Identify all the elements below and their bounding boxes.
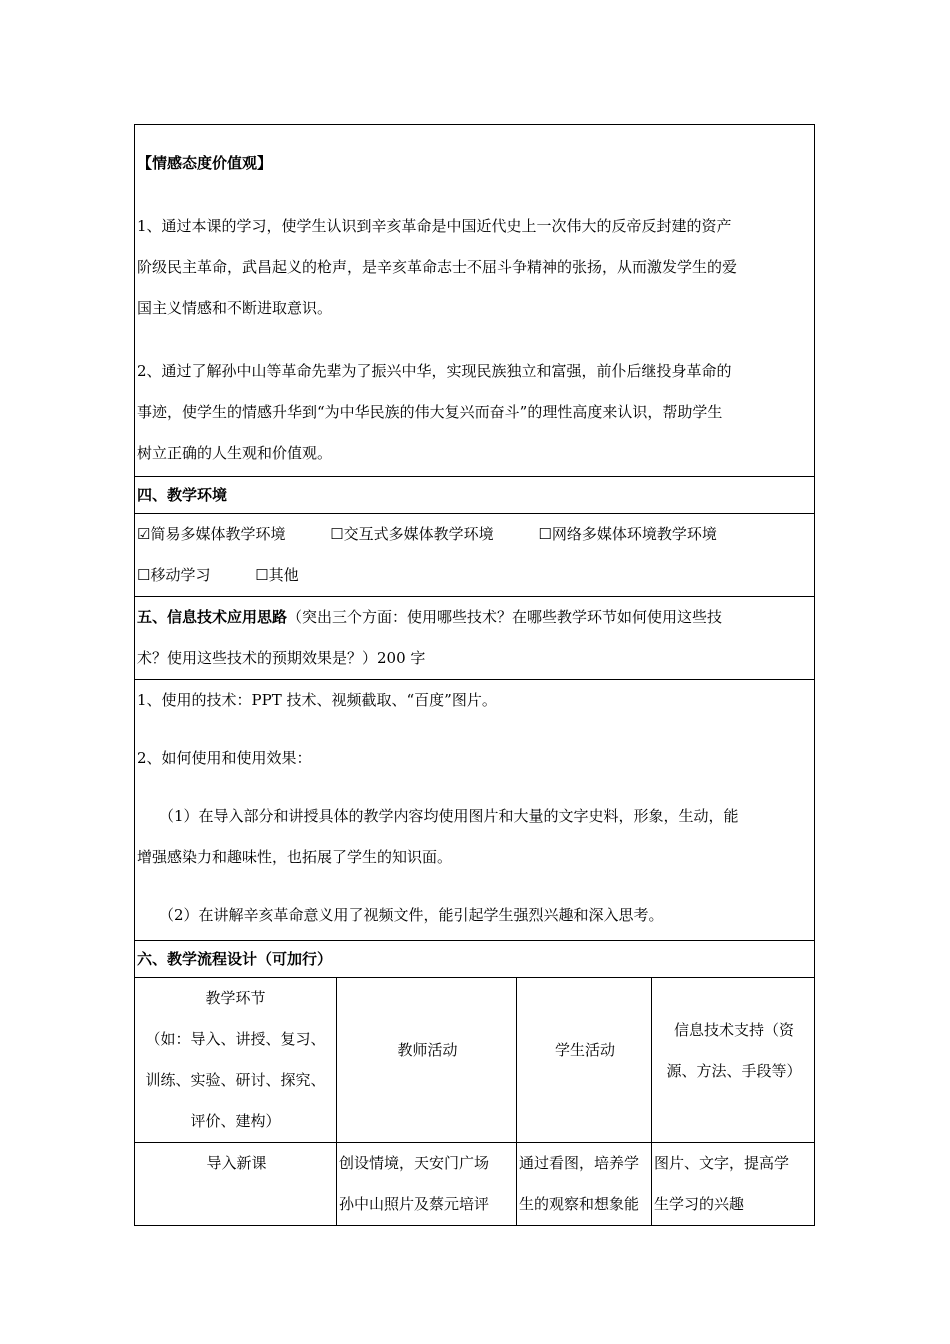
- row1-student-line2: 生的观察和想象能: [519, 1195, 640, 1213]
- tech-sub1-line2: 增强感染力和趣味性，也拓展了学生的知识面。: [137, 848, 453, 866]
- values-para1-line1: 1、通过本课的学习，使学生认识到辛亥革命是中国近代史上一次伟大的反帝反封建的资产: [137, 217, 732, 235]
- env-option-mobile-learning[interactable]: ☐移动学习: [137, 566, 211, 584]
- tech-heading-bold: 五、信息技术应用思路: [137, 608, 288, 626]
- values-para1-line3: 国主义情感和不断进取意识。: [137, 299, 333, 317]
- values-heading: 【情感态度价值观】: [137, 154, 273, 172]
- environment-heading: 四、教学环境: [135, 477, 815, 514]
- row1-teacher-line2: 孙中山照片及蔡元培评: [339, 1195, 490, 1213]
- tech-content-row: [135, 680, 815, 941]
- env-option-other[interactable]: ☐其他: [255, 566, 299, 584]
- values-para1-line2: 阶级民主革命，武昌起义的枪声，是辛亥革命志士不屈斗争精神的张扬，从而激发学生的爱: [137, 258, 738, 276]
- environment-options-row: [135, 514, 815, 597]
- col1-header-line4: 评价、建构）: [190, 1112, 281, 1130]
- flow-heading-row: [135, 941, 815, 978]
- row1-tech-line2: 生学习的兴趣: [654, 1195, 745, 1213]
- values-section-row: [135, 125, 815, 477]
- values-para2-line3: 树立正确的人生观和价值观。: [137, 444, 333, 462]
- values-para2-line1: 2、通过了解孙中山等革命先辈为了振兴中华，实现民族独立和富强，前仆后继投身革命的: [137, 362, 732, 380]
- tech-item1: 1、使用的技术：PPT 技术、视频截取、“百度”图片。: [137, 691, 497, 709]
- col4-header-line2: 源、方法、手段等）: [666, 1062, 802, 1080]
- tech-heading-row: [135, 597, 815, 680]
- flow-column-header-row: [135, 978, 815, 1143]
- row1-tech-line1: 图片、文字，提高学: [654, 1154, 790, 1172]
- tech-sub2: （2）在讲解辛亥革命意义用了视频文件，能引起学生强烈兴趣和深入思考。: [159, 906, 664, 924]
- tech-heading-rest: （突出三个方面：使用哪些技术？在哪些教学环节如何使用这些技: [287, 608, 723, 626]
- environment-heading-row: [135, 477, 815, 514]
- env-option-simple-multimedia[interactable]: ☑简易多媒体教学环境: [137, 525, 286, 543]
- col4-header-line1: 信息技术支持（资: [674, 1021, 795, 1039]
- flow-heading: 六、教学流程设计（可加行）: [135, 941, 815, 978]
- env-option-network-multimedia[interactable]: ☐网络多媒体环境教学环境: [538, 525, 717, 543]
- lesson-plan-table: [134, 124, 815, 1226]
- document-page: [134, 124, 814, 1226]
- col1-header-line2: （如：导入、讲授、复习、: [145, 1030, 326, 1048]
- values-para2-line2: 事迹，使学生的情感升华到“为中华民族的伟大复兴而奋斗”的理性高度来认识，帮助学生: [137, 403, 723, 421]
- row1-stage: 导入新课: [135, 1143, 337, 1226]
- row1-student-line1: 通过看图，培养学: [519, 1154, 640, 1172]
- flow-row-intro: [135, 1143, 815, 1226]
- col1-header-line3: 训练、实验、研讨、探究、: [145, 1071, 326, 1089]
- tech-item2: 2、如何使用和使用效果：: [137, 749, 312, 767]
- col1-header-line1: 教学环节: [205, 989, 266, 1007]
- tech-sub1-line1: （1）在导入部分和讲授具体的教学内容均使用图片和大量的文字史料，形象，生动，能: [159, 807, 739, 825]
- row1-teacher-line1: 创设情境，天安门广场: [339, 1154, 490, 1172]
- col2-header: 教师活动: [337, 978, 517, 1143]
- tech-heading-line2: 术？使用这些技术的预期效果是？）200 字: [137, 649, 426, 667]
- env-option-interactive-multimedia[interactable]: ☐交互式多媒体教学环境: [330, 525, 494, 543]
- col3-header: 学生活动: [517, 978, 652, 1143]
